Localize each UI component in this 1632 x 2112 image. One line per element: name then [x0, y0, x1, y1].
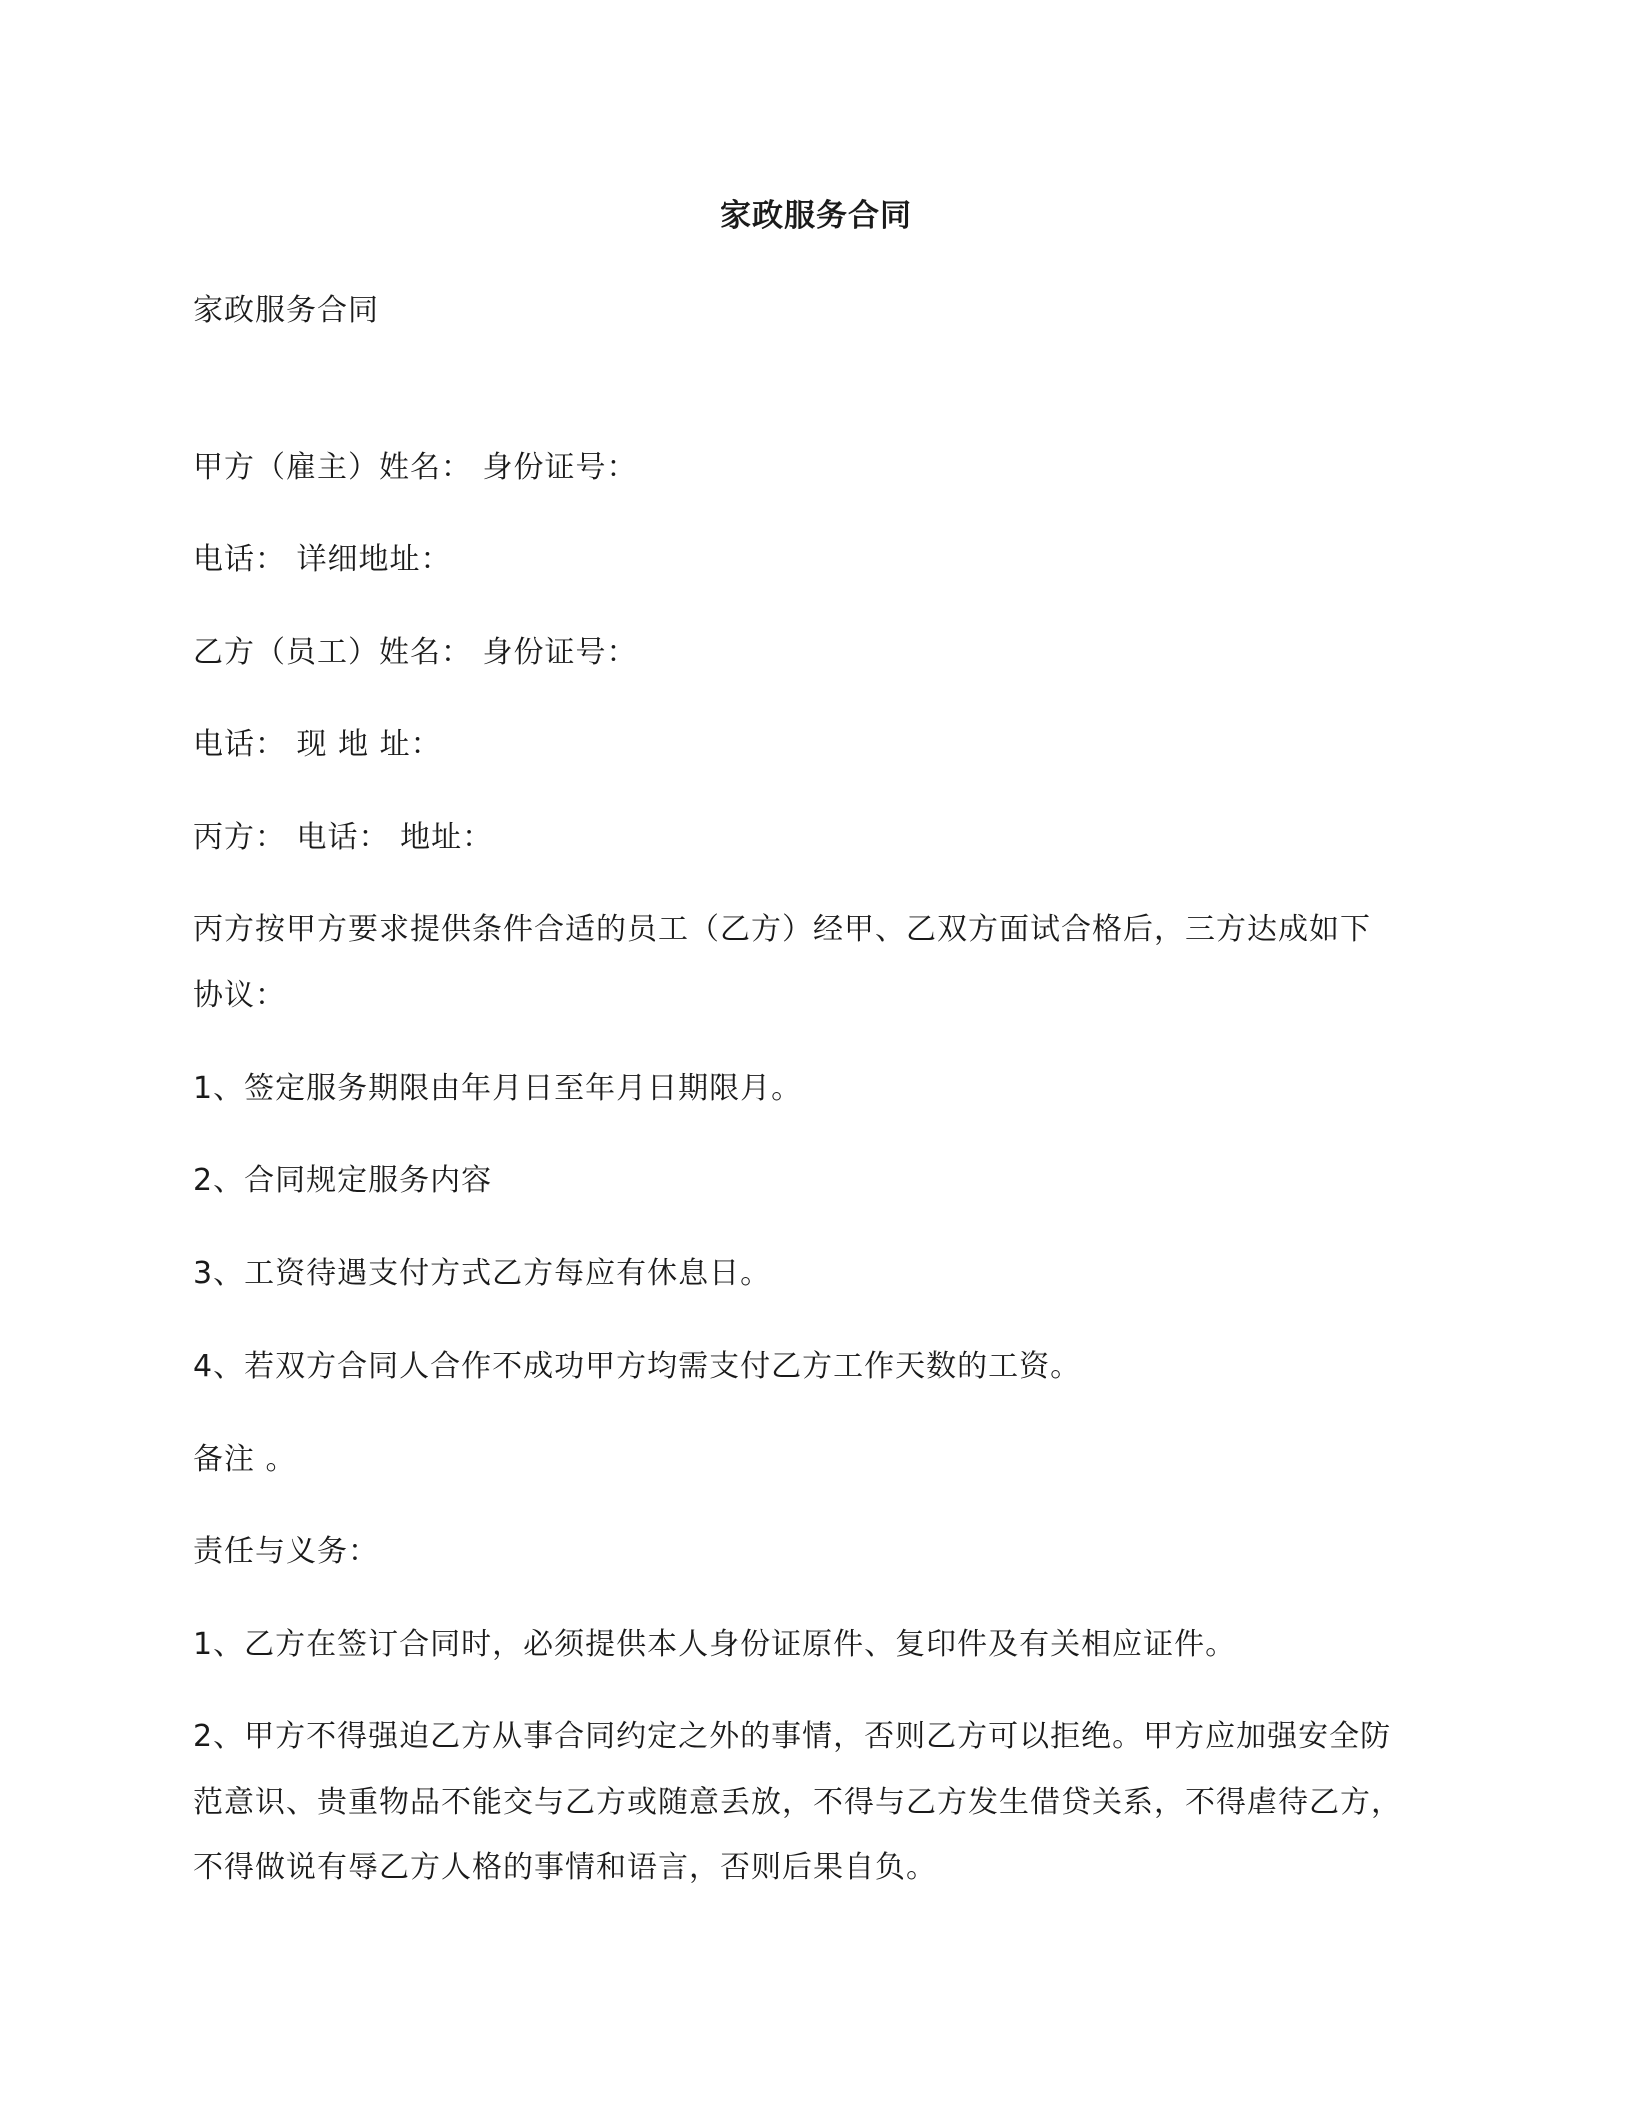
duties-heading: 责任与义务：	[193, 1534, 379, 1569]
duty-item-2-line-1: 2、甲方不得强迫乙方从事合同约定之外的事情，否则乙方可以拒绝。甲方应加强安全防	[193, 1719, 1392, 1754]
party-a-contact-line: 电话： 详细地址：	[193, 542, 452, 577]
party-b-contact-line: 电话： 现 地 址：	[193, 727, 442, 762]
clause-item: 3、工资待遇支付方式乙方每应有休息日。	[193, 1256, 772, 1291]
clause-item: 4、若双方合同人合作不成功甲方均需支付乙方工作天数的工资。	[193, 1349, 1082, 1384]
clause-item: 2、合同规定服务内容	[193, 1163, 493, 1198]
intro-paragraph-line-1: 丙方按甲方要求提供条件合适的员工（乙方）经甲、乙双方面试合格后，三方达成如下	[193, 912, 1371, 947]
remark-line: 备注 。	[193, 1442, 297, 1477]
document-subtitle: 家政服务合同	[193, 293, 379, 328]
duty-item-1: 1、乙方在签订合同时，必须提供本人身份证原件、复印件及有关相应证件。	[193, 1627, 1237, 1662]
intro-paragraph-line-2: 协议：	[193, 978, 286, 1013]
duty-item-2-line-2: 范意识、贵重物品不能交与乙方或随意丢放，不得与乙方发生借贷关系，不得虐待乙方，	[193, 1785, 1402, 1820]
duty-item-2-line-3: 不得做说有辱乙方人格的事情和语言，否则后果自负。	[193, 1850, 937, 1885]
document-title: 家政服务合同	[720, 198, 912, 234]
clause-item: 1、签定服务期限由年月日至年月日期限月。	[193, 1071, 803, 1106]
party-b-line: 乙方（员工）姓名： 身份证号：	[193, 635, 638, 670]
party-c-line: 丙方： 电话： 地址：	[193, 820, 494, 855]
party-a-line: 甲方（雇主）姓名： 身份证号：	[193, 450, 638, 485]
